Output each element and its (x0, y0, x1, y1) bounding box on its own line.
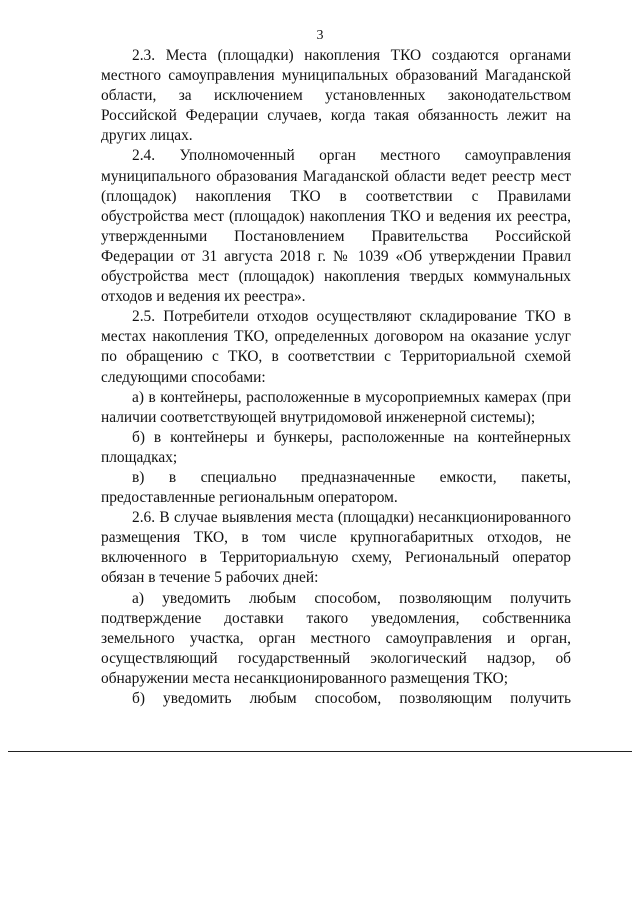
list-item-2-5-a: а) в контейнеры, расположенные в мусороприемных камерах (при наличии соответствующей внутридомовой инженерной системы); (101, 388, 571, 426)
list-item-2-5-v: в) в специально предназначенные емкости, пакеты, предоставленные региональным оператором. (101, 468, 571, 507)
paragraph-2-3: 2.3. Места (площадки) накопления ТКО создаются органами местного самоуправления муниципальных образований Магаданской области, за исключением установленных законодательством Российской Федерации случаев, когда такая обязанность лежит на других лицах. (101, 47, 571, 145)
list-item-2-6-b: б) уведомить любым способом, позволяющим получить (132, 690, 571, 707)
paragraph-2-5: 2.5. Потребители отходов осуществляют складирование ТКО в местах накопления ТКО, определенных договором на оказание услуг по обращению с ТКО, в соответствии с Территориальной схемой следующими способами: (101, 308, 571, 386)
paragraph-2-6: 2.6. В случае выявления места (площадки) несанкционированного размещения ТКО, в том числе крупногабаритных отходов, не включенного в Территориальную схему, Региональный оператор обязан в течение 5 рабочих дней: (101, 509, 571, 587)
footer-rule (8, 751, 632, 752)
list-item-2-5-b: б) в контейнеры и бункеры, расположенные на контейнерных площадках; (101, 428, 571, 466)
document-body (101, 46, 571, 709)
page-number: 3 (316, 28, 324, 43)
list-item-2-6-a: а) уведомить любым способом, позволяющим получить подтверждение доставки такого уведомления, собственника земельного участка, орган местного самоуправления и орган, осуществляющий государственный экологический надзор, об обнаружении места несанкционированного размещения ТКО; (101, 589, 571, 687)
paragraph-2-4: 2.4. Уполномоченный орган местного самоуправления муниципального образования Магаданской области ведет реестр мест (площадок) накопления ТКО в соответствии с Правилами обустройства мест (площадок) накопления ТКО и ведения их реестра, утвержденными Постановлением Правительства Российской Федерации от 31 августа 2018 г. № 1039 «Об утверждении Правил обустройства мест (площадок) накопления твердых коммунальных отходов и ведения их реестра». (101, 147, 571, 306)
